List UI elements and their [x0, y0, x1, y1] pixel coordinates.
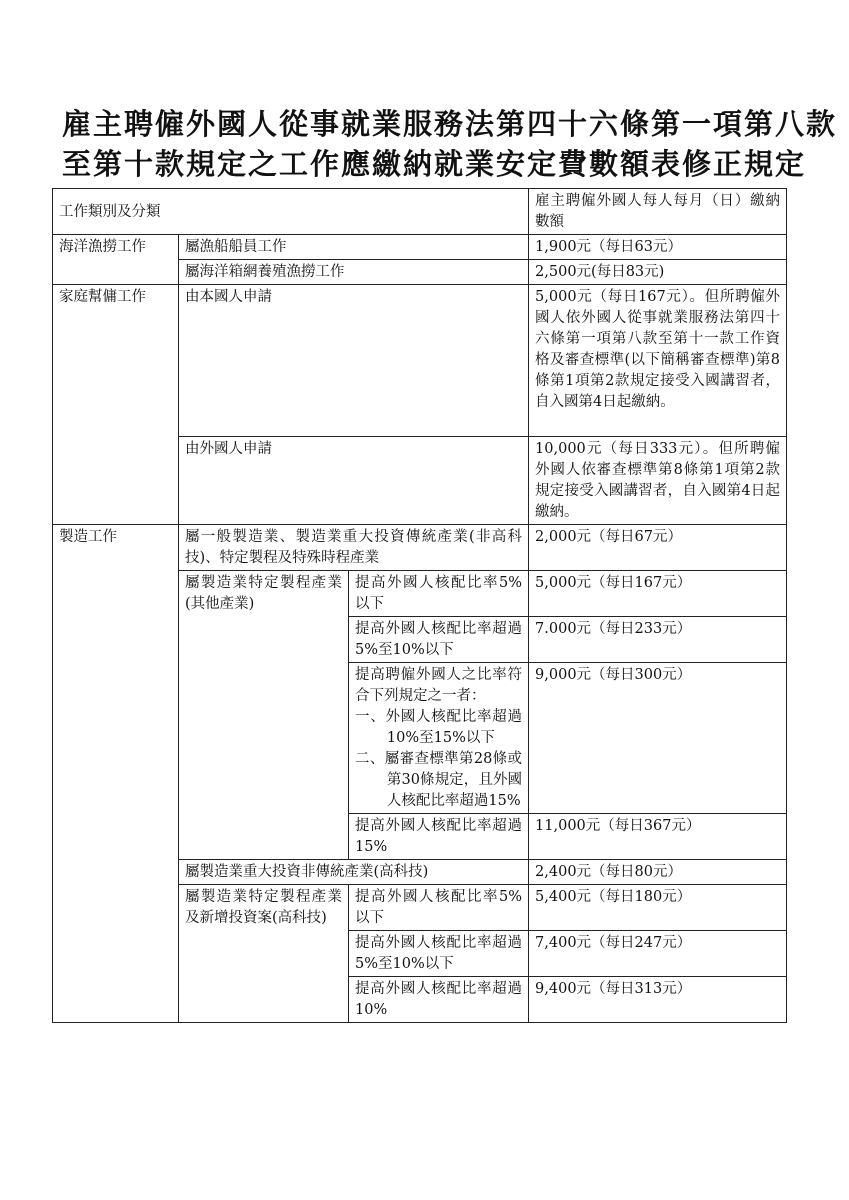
condition-cell: 提高外國人核配比率5%以下 [349, 885, 529, 931]
condition-intro: 提高聘僱外國人之比率符合下列規定之一者： [355, 667, 523, 704]
amount-cell: 5,000元（每日167元）。但所聘僱外國人依外國人從事就業服務法第四十六條第一項第八款至第十一款工作資格及審查標準(以下簡稱審查標準)第8條第1項第2款規定接受入國講習者，自入國第4日起繳納。 [529, 285, 787, 437]
fee-table [52, 188, 787, 1023]
subcategory-cell: 屬海洋箱網養殖漁撈工作 [179, 260, 529, 285]
subcategory-cell: 屬製造業特定製程產業及新增投資案(高科技) [179, 885, 349, 1023]
table-row [53, 235, 787, 260]
amount-cell: 10,000元（每日333元）。但所聘僱外國人依審查標準第8條第1項第2款規定接受入國講習者，自入國第4日起繳納。 [529, 437, 787, 525]
table-row [53, 525, 787, 571]
amount-cell: 2,500元(每日83元) [529, 260, 787, 285]
subcategory-cell: 屬製造業特定製程產業(其他產業) [179, 571, 349, 860]
condition-cell: 提高外國人核配比率超過5%至10%以下 [349, 931, 529, 977]
amount-cell: 2,000元（每日67元） [529, 525, 787, 571]
condition-cell: 提高外國人核配比率超過10% [349, 977, 529, 1023]
amount-cell: 9,000元（每日300元） [529, 663, 787, 814]
header-category: 工作類別及分類 [53, 189, 529, 235]
subcategory-cell: 屬漁船船員工作 [179, 235, 529, 260]
title-line-2: 至第十款規定之工作應繳納就業安定費數額表修正規定 [62, 147, 807, 181]
amount-cell: 2,400元（每日80元） [529, 860, 787, 885]
subcategory-cell: 屬一般製造業、製造業重大投資傳統產業(非高科技)、特定製程及特殊時程產業 [179, 525, 529, 571]
table-header-row [53, 189, 787, 235]
category-fishing: 海洋漁撈工作 [53, 235, 179, 285]
table-row [53, 285, 787, 437]
amount-cell: 7.000元（每日233元） [529, 617, 787, 663]
document-title [62, 104, 838, 184]
subcategory-cell: 由本國人申請 [179, 285, 529, 437]
amount-cell: 9,400元（每日313元） [529, 977, 787, 1023]
amount-cell: 11,000元（每日367元） [529, 814, 787, 860]
category-manufacturing: 製造工作 [53, 525, 179, 1023]
condition-item: 一、外國人核配比率超過10%至15%以下 [355, 709, 523, 746]
condition-cell: 提高外國人核配比率超過5%至10%以下 [349, 617, 529, 663]
subcategory-cell: 由外國人申請 [179, 437, 529, 525]
header-amount: 雇主聘僱外國人每人每月（日）繳納數額 [529, 189, 787, 235]
category-domestic: 家庭幫傭工作 [53, 285, 179, 525]
amount-cell: 7,400元（每日247元） [529, 931, 787, 977]
condition-cell [349, 663, 529, 814]
condition-cell: 提高外國人核配比率超過15% [349, 814, 529, 860]
amount-cell: 1,900元（每日63元） [529, 235, 787, 260]
amount-cell: 5,400元（每日180元） [529, 885, 787, 931]
title-line-1: 雇主聘僱外國人從事就業服務法第四十六條第一項第八款 [62, 107, 838, 141]
condition-item: 二、屬審查標準第28條或第30條規定，且外國人核配比率超過15% [355, 751, 523, 809]
condition-cell: 提高外國人核配比率5%以下 [349, 571, 529, 617]
amount-cell: 5,000元（每日167元） [529, 571, 787, 617]
subcategory-cell: 屬製造業重大投資非傳統產業(高科技) [179, 860, 529, 885]
